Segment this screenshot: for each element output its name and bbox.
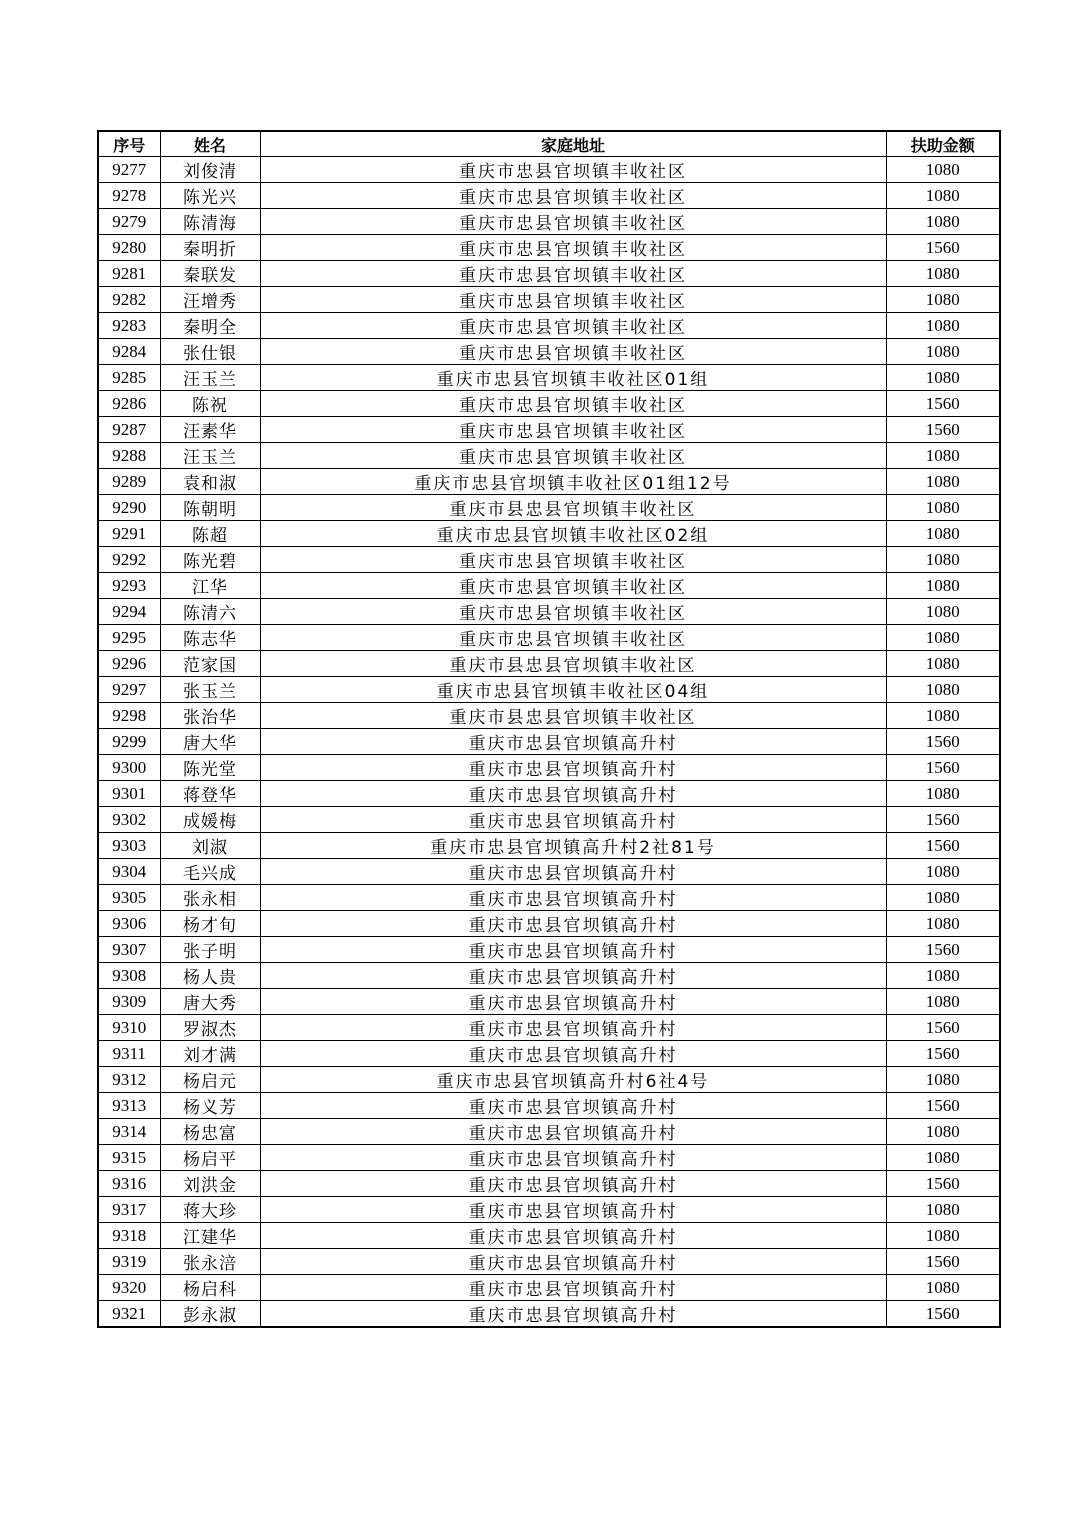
cell-name: 江建华 bbox=[160, 1223, 260, 1249]
cell-no: 9301 bbox=[98, 781, 160, 807]
cell-name: 杨忠富 bbox=[160, 1119, 260, 1145]
table-row bbox=[98, 235, 1000, 261]
table-row bbox=[98, 833, 1000, 859]
cell-address: 重庆市忠县官坝镇丰收社区 bbox=[260, 287, 886, 313]
cell-name: 秦联发 bbox=[160, 261, 260, 287]
cell-no: 9315 bbox=[98, 1145, 160, 1171]
cell-amount: 1080 bbox=[886, 677, 1000, 703]
table-row bbox=[98, 1249, 1000, 1275]
cell-amount: 1080 bbox=[886, 651, 1000, 677]
cell-address: 重庆市县忠县官坝镇丰收社区 bbox=[260, 651, 886, 677]
cell-no: 9305 bbox=[98, 885, 160, 911]
cell-address: 重庆市忠县官坝镇丰收社区 bbox=[260, 261, 886, 287]
cell-name: 陈超 bbox=[160, 521, 260, 547]
cell-address: 重庆市忠县官坝镇高升村 bbox=[260, 1041, 886, 1067]
cell-amount: 1560 bbox=[886, 937, 1000, 963]
cell-address: 重庆市忠县官坝镇丰收社区 bbox=[260, 339, 886, 365]
cell-address: 重庆市忠县官坝镇高升村 bbox=[260, 755, 886, 781]
cell-address: 重庆市忠县官坝镇丰收社区 bbox=[260, 599, 886, 625]
table-row bbox=[98, 677, 1000, 703]
cell-amount: 1080 bbox=[886, 1067, 1000, 1093]
cell-address: 重庆市忠县官坝镇高升村 bbox=[260, 1093, 886, 1119]
cell-no: 9302 bbox=[98, 807, 160, 833]
cell-name: 毛兴成 bbox=[160, 859, 260, 885]
table-row bbox=[98, 911, 1000, 937]
cell-address: 重庆市忠县官坝镇高升村 bbox=[260, 1119, 886, 1145]
header-row bbox=[98, 131, 1000, 157]
cell-address: 重庆市忠县官坝镇高升村 bbox=[260, 911, 886, 937]
cell-no: 9283 bbox=[98, 313, 160, 339]
cell-address: 重庆市忠县官坝镇丰收社区 bbox=[260, 443, 886, 469]
cell-address: 重庆市忠县官坝镇丰收社区 bbox=[260, 313, 886, 339]
cell-no: 9321 bbox=[98, 1301, 160, 1328]
cell-no: 9308 bbox=[98, 963, 160, 989]
cell-amount: 1080 bbox=[886, 1275, 1000, 1301]
cell-name: 汪玉兰 bbox=[160, 365, 260, 391]
cell-amount: 1080 bbox=[886, 339, 1000, 365]
cell-amount: 1560 bbox=[886, 833, 1000, 859]
table-row bbox=[98, 1223, 1000, 1249]
cell-amount: 1080 bbox=[886, 313, 1000, 339]
cell-amount: 1080 bbox=[886, 521, 1000, 547]
cell-amount: 1080 bbox=[886, 963, 1000, 989]
cell-name: 秦明全 bbox=[160, 313, 260, 339]
cell-amount: 1080 bbox=[886, 469, 1000, 495]
cell-name: 刘才满 bbox=[160, 1041, 260, 1067]
header-amount: 扶助金额 bbox=[886, 131, 1000, 157]
cell-name: 陈光堂 bbox=[160, 755, 260, 781]
cell-no: 9291 bbox=[98, 521, 160, 547]
cell-no: 9288 bbox=[98, 443, 160, 469]
cell-amount: 1560 bbox=[886, 1093, 1000, 1119]
cell-amount: 1080 bbox=[886, 443, 1000, 469]
cell-address: 重庆市忠县官坝镇丰收社区 bbox=[260, 157, 886, 183]
cell-name: 唐大华 bbox=[160, 729, 260, 755]
table-row bbox=[98, 417, 1000, 443]
cell-amount: 1080 bbox=[886, 911, 1000, 937]
cell-no: 9290 bbox=[98, 495, 160, 521]
cell-address: 重庆市忠县官坝镇丰收社区 bbox=[260, 209, 886, 235]
cell-no: 9314 bbox=[98, 1119, 160, 1145]
table-row bbox=[98, 521, 1000, 547]
cell-address: 重庆市忠县官坝镇丰收社区01组 bbox=[260, 365, 886, 391]
table-row bbox=[98, 781, 1000, 807]
cell-name: 范家国 bbox=[160, 651, 260, 677]
cell-no: 9320 bbox=[98, 1275, 160, 1301]
table-row bbox=[98, 1015, 1000, 1041]
table-row bbox=[98, 313, 1000, 339]
table-row bbox=[98, 625, 1000, 651]
cell-no: 9286 bbox=[98, 391, 160, 417]
cell-name: 刘洪金 bbox=[160, 1171, 260, 1197]
cell-amount: 1560 bbox=[886, 417, 1000, 443]
table-row bbox=[98, 287, 1000, 313]
cell-name: 陈清海 bbox=[160, 209, 260, 235]
cell-amount: 1080 bbox=[886, 1119, 1000, 1145]
cell-no: 9293 bbox=[98, 573, 160, 599]
cell-no: 9298 bbox=[98, 703, 160, 729]
table-row bbox=[98, 339, 1000, 365]
cell-name: 罗淑杰 bbox=[160, 1015, 260, 1041]
table-row bbox=[98, 1197, 1000, 1223]
cell-name: 张永相 bbox=[160, 885, 260, 911]
table-row bbox=[98, 963, 1000, 989]
cell-name: 成媛梅 bbox=[160, 807, 260, 833]
table-row bbox=[98, 1093, 1000, 1119]
cell-address: 重庆市忠县官坝镇丰收社区 bbox=[260, 417, 886, 443]
cell-address: 重庆市忠县官坝镇丰收社区 bbox=[260, 547, 886, 573]
cell-no: 9295 bbox=[98, 625, 160, 651]
cell-address: 重庆市忠县官坝镇高升村 bbox=[260, 1223, 886, 1249]
cell-address: 重庆市忠县官坝镇高升村 bbox=[260, 859, 886, 885]
cell-address: 重庆市忠县官坝镇高升村 bbox=[260, 1015, 886, 1041]
cell-address: 重庆市忠县官坝镇丰收社区02组 bbox=[260, 521, 886, 547]
cell-name: 蒋登华 bbox=[160, 781, 260, 807]
cell-name: 陈清六 bbox=[160, 599, 260, 625]
cell-amount: 1560 bbox=[886, 807, 1000, 833]
table-row bbox=[98, 573, 1000, 599]
cell-name: 张玉兰 bbox=[160, 677, 260, 703]
table-row bbox=[98, 365, 1000, 391]
table-row bbox=[98, 209, 1000, 235]
cell-no: 9317 bbox=[98, 1197, 160, 1223]
cell-amount: 1560 bbox=[886, 729, 1000, 755]
cell-name: 彭永淑 bbox=[160, 1301, 260, 1328]
table-row bbox=[98, 1275, 1000, 1301]
cell-address: 重庆市忠县官坝镇高升村 bbox=[260, 1171, 886, 1197]
cell-address: 重庆市忠县官坝镇高升村 bbox=[260, 989, 886, 1015]
cell-amount: 1080 bbox=[886, 859, 1000, 885]
cell-name: 张治华 bbox=[160, 703, 260, 729]
cell-no: 9281 bbox=[98, 261, 160, 287]
cell-name: 刘俊清 bbox=[160, 157, 260, 183]
cell-no: 9316 bbox=[98, 1171, 160, 1197]
table-row bbox=[98, 495, 1000, 521]
cell-amount: 1080 bbox=[886, 1145, 1000, 1171]
cell-amount: 1560 bbox=[886, 1041, 1000, 1067]
table-row bbox=[98, 599, 1000, 625]
cell-no: 9312 bbox=[98, 1067, 160, 1093]
table-row bbox=[98, 157, 1000, 183]
cell-name: 江华 bbox=[160, 573, 260, 599]
cell-address: 重庆市忠县官坝镇高升村 bbox=[260, 885, 886, 911]
table-row bbox=[98, 885, 1000, 911]
cell-no: 9307 bbox=[98, 937, 160, 963]
cell-address: 重庆市忠县官坝镇高升村 bbox=[260, 1275, 886, 1301]
cell-no: 9277 bbox=[98, 157, 160, 183]
cell-name: 汪素华 bbox=[160, 417, 260, 443]
cell-name: 陈光碧 bbox=[160, 547, 260, 573]
table-row bbox=[98, 1041, 1000, 1067]
table-row bbox=[98, 261, 1000, 287]
cell-amount: 1080 bbox=[886, 885, 1000, 911]
table-row bbox=[98, 729, 1000, 755]
cell-address: 重庆市忠县官坝镇高升村 bbox=[260, 729, 886, 755]
cell-no: 9300 bbox=[98, 755, 160, 781]
subsidy-roster-table bbox=[97, 130, 1001, 1328]
cell-name: 刘淑 bbox=[160, 833, 260, 859]
table-row bbox=[98, 807, 1000, 833]
cell-no: 9303 bbox=[98, 833, 160, 859]
table-row bbox=[98, 937, 1000, 963]
cell-no: 9313 bbox=[98, 1093, 160, 1119]
cell-address: 重庆市忠县官坝镇高升村2社81号 bbox=[260, 833, 886, 859]
cell-address: 重庆市忠县官坝镇丰收社区 bbox=[260, 391, 886, 417]
cell-no: 9292 bbox=[98, 547, 160, 573]
cell-no: 9304 bbox=[98, 859, 160, 885]
cell-name: 唐大秀 bbox=[160, 989, 260, 1015]
cell-no: 9306 bbox=[98, 911, 160, 937]
cell-name: 陈志华 bbox=[160, 625, 260, 651]
cell-address: 重庆市忠县官坝镇丰收社区 bbox=[260, 183, 886, 209]
cell-name: 杨启元 bbox=[160, 1067, 260, 1093]
table-body bbox=[98, 157, 1000, 1328]
cell-amount: 1560 bbox=[886, 755, 1000, 781]
cell-no: 9310 bbox=[98, 1015, 160, 1041]
cell-amount: 1080 bbox=[886, 209, 1000, 235]
cell-no: 9311 bbox=[98, 1041, 160, 1067]
cell-no: 9278 bbox=[98, 183, 160, 209]
cell-name: 杨义芳 bbox=[160, 1093, 260, 1119]
cell-amount: 1080 bbox=[886, 547, 1000, 573]
cell-address: 重庆市忠县官坝镇高升村 bbox=[260, 1249, 886, 1275]
cell-name: 杨才旬 bbox=[160, 911, 260, 937]
cell-amount: 1080 bbox=[886, 1223, 1000, 1249]
cell-name: 张子明 bbox=[160, 937, 260, 963]
table-row bbox=[98, 1301, 1000, 1328]
cell-no: 9294 bbox=[98, 599, 160, 625]
table-row bbox=[98, 547, 1000, 573]
cell-no: 9280 bbox=[98, 235, 160, 261]
table-row bbox=[98, 1171, 1000, 1197]
cell-address: 重庆市忠县官坝镇高升村 bbox=[260, 963, 886, 989]
cell-no: 9309 bbox=[98, 989, 160, 1015]
cell-address: 重庆市忠县官坝镇高升村 bbox=[260, 781, 886, 807]
cell-name: 陈朝明 bbox=[160, 495, 260, 521]
table-row bbox=[98, 989, 1000, 1015]
cell-address: 重庆市忠县官坝镇丰收社区04组 bbox=[260, 677, 886, 703]
cell-amount: 1080 bbox=[886, 1197, 1000, 1223]
table-row bbox=[98, 651, 1000, 677]
cell-address: 重庆市忠县官坝镇丰收社区 bbox=[260, 235, 886, 261]
cell-amount: 1080 bbox=[886, 989, 1000, 1015]
cell-no: 9289 bbox=[98, 469, 160, 495]
cell-amount: 1080 bbox=[886, 183, 1000, 209]
cell-amount: 1080 bbox=[886, 365, 1000, 391]
cell-address: 重庆市忠县官坝镇高升村 bbox=[260, 807, 886, 833]
header-address: 家庭地址 bbox=[260, 131, 886, 157]
cell-no: 9282 bbox=[98, 287, 160, 313]
cell-name: 杨启平 bbox=[160, 1145, 260, 1171]
cell-no: 9319 bbox=[98, 1249, 160, 1275]
cell-address: 重庆市忠县官坝镇高升村 bbox=[260, 1145, 886, 1171]
table-row bbox=[98, 391, 1000, 417]
cell-amount: 1080 bbox=[886, 157, 1000, 183]
cell-amount: 1080 bbox=[886, 495, 1000, 521]
cell-amount: 1560 bbox=[886, 1171, 1000, 1197]
cell-no: 9299 bbox=[98, 729, 160, 755]
cell-amount: 1560 bbox=[886, 235, 1000, 261]
table-row bbox=[98, 469, 1000, 495]
cell-amount: 1560 bbox=[886, 1301, 1000, 1328]
table-row bbox=[98, 183, 1000, 209]
cell-address: 重庆市县忠县官坝镇丰收社区 bbox=[260, 495, 886, 521]
cell-name: 蒋大珍 bbox=[160, 1197, 260, 1223]
cell-name: 陈祝 bbox=[160, 391, 260, 417]
cell-no: 9279 bbox=[98, 209, 160, 235]
table-row bbox=[98, 1119, 1000, 1145]
cell-address: 重庆市忠县官坝镇丰收社区 bbox=[260, 573, 886, 599]
table-row bbox=[98, 859, 1000, 885]
cell-name: 杨人贵 bbox=[160, 963, 260, 989]
cell-amount: 1080 bbox=[886, 261, 1000, 287]
table-row bbox=[98, 1067, 1000, 1093]
cell-name: 张永涪 bbox=[160, 1249, 260, 1275]
cell-name: 杨启科 bbox=[160, 1275, 260, 1301]
cell-no: 9297 bbox=[98, 677, 160, 703]
header-no: 序号 bbox=[98, 131, 160, 157]
cell-amount: 1080 bbox=[886, 625, 1000, 651]
cell-address: 重庆市县忠县官坝镇丰收社区 bbox=[260, 703, 886, 729]
table-row bbox=[98, 443, 1000, 469]
cell-amount: 1080 bbox=[886, 287, 1000, 313]
cell-amount: 1560 bbox=[886, 1015, 1000, 1041]
cell-amount: 1080 bbox=[886, 573, 1000, 599]
cell-no: 9285 bbox=[98, 365, 160, 391]
cell-address: 重庆市忠县官坝镇丰收社区01组12号 bbox=[260, 469, 886, 495]
cell-amount: 1080 bbox=[886, 781, 1000, 807]
cell-address: 重庆市忠县官坝镇丰收社区 bbox=[260, 625, 886, 651]
cell-no: 9318 bbox=[98, 1223, 160, 1249]
table-row bbox=[98, 703, 1000, 729]
table-row bbox=[98, 1145, 1000, 1171]
cell-name: 袁和淑 bbox=[160, 469, 260, 495]
cell-name: 陈光兴 bbox=[160, 183, 260, 209]
cell-amount: 1080 bbox=[886, 599, 1000, 625]
cell-name: 汪增秀 bbox=[160, 287, 260, 313]
cell-no: 9284 bbox=[98, 339, 160, 365]
cell-amount: 1560 bbox=[886, 391, 1000, 417]
cell-no: 9287 bbox=[98, 417, 160, 443]
cell-address: 重庆市忠县官坝镇高升村 bbox=[260, 1301, 886, 1328]
cell-name: 秦明折 bbox=[160, 235, 260, 261]
cell-address: 重庆市忠县官坝镇高升村 bbox=[260, 937, 886, 963]
cell-name: 张仕银 bbox=[160, 339, 260, 365]
cell-amount: 1080 bbox=[886, 703, 1000, 729]
cell-address: 重庆市忠县官坝镇高升村 bbox=[260, 1197, 886, 1223]
cell-address: 重庆市忠县官坝镇高升村6社4号 bbox=[260, 1067, 886, 1093]
cell-amount: 1560 bbox=[886, 1249, 1000, 1275]
cell-name: 汪玉兰 bbox=[160, 443, 260, 469]
header-name: 姓名 bbox=[160, 131, 260, 157]
cell-no: 9296 bbox=[98, 651, 160, 677]
table-row bbox=[98, 755, 1000, 781]
